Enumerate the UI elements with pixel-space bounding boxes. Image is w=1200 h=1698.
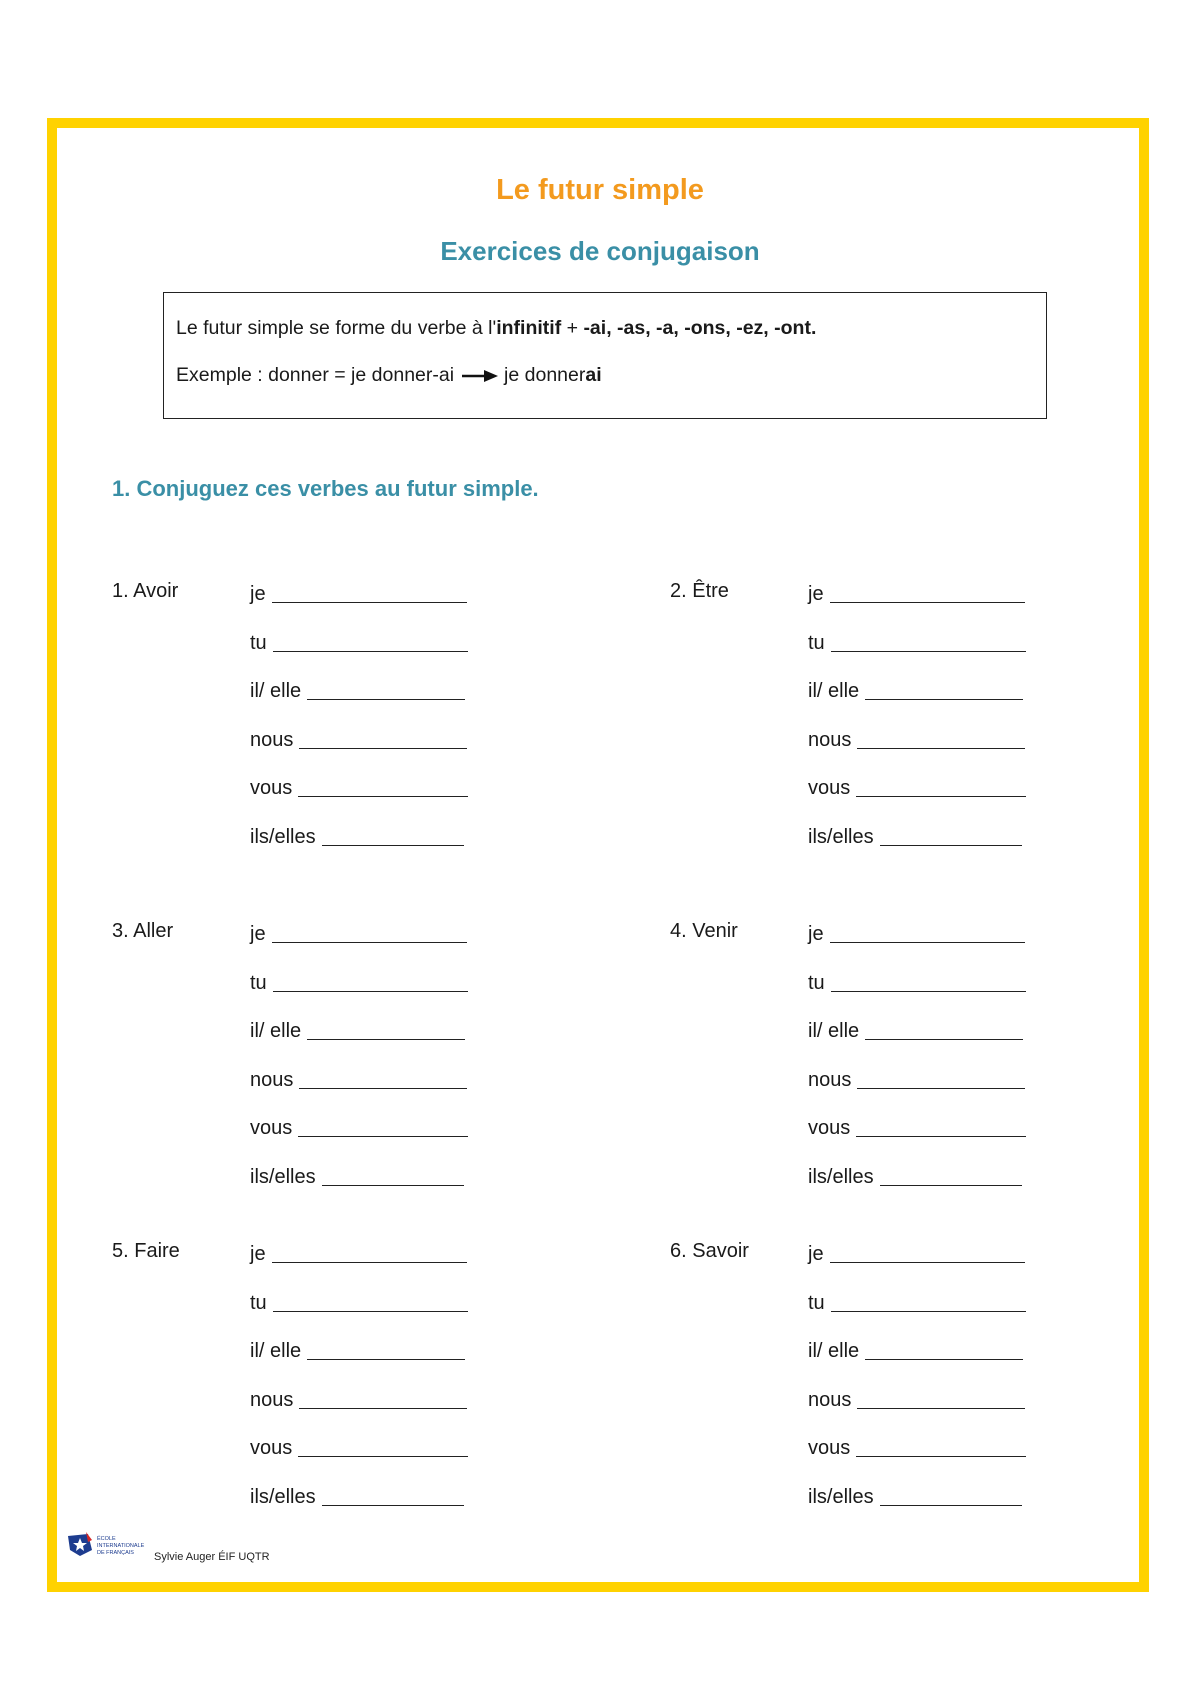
conjugation-row: [250, 580, 467, 606]
conjugation-row: [808, 629, 1026, 655]
pronoun-label: nous: [250, 728, 294, 751]
conjugation-row: [808, 1114, 1026, 1140]
pronoun-label: ils/elles: [250, 825, 316, 848]
conjugation-row: [808, 1483, 1022, 1509]
pronoun-label: je: [808, 1243, 824, 1265]
verb-label: 1. Avoir: [112, 580, 179, 602]
verb-label: 3. Aller: [112, 920, 174, 942]
answer-blank[interactable]: [856, 1456, 1026, 1457]
pronoun-label: il/ elle: [808, 1020, 860, 1042]
conjugation-row: [250, 1434, 468, 1460]
rule-text: Le futur simple se forme du verbe à l': [176, 317, 497, 339]
conjugation-row: [808, 1386, 1025, 1412]
answer-blank[interactable]: [273, 1311, 468, 1312]
answer-blank[interactable]: [880, 1505, 1022, 1506]
conjugation-row: [808, 920, 1025, 946]
pronoun-label: il/ elle: [808, 1340, 860, 1362]
logo-text-line: INTERNATIONALE: [97, 1543, 145, 1549]
pronoun-label: nous: [250, 1068, 294, 1091]
rule-endings: -ai, -as, -a, -ons, -ez, -ont.: [583, 317, 817, 339]
answer-blank[interactable]: [272, 1262, 467, 1263]
answer-blank[interactable]: [322, 845, 464, 846]
pronoun-label: je: [808, 583, 824, 605]
conjugation-row: [250, 774, 468, 800]
answer-blank[interactable]: [272, 602, 467, 603]
answer-blank[interactable]: [831, 651, 1026, 652]
pronoun-label: vous: [250, 1117, 293, 1139]
conjugation-row: [808, 969, 1026, 995]
school-logo-icon: [66, 1530, 148, 1560]
answer-blank[interactable]: [880, 1185, 1022, 1186]
conjugation-row: [808, 677, 1023, 703]
answer-blank[interactable]: [856, 1136, 1026, 1137]
pronoun-label: ils/elles: [808, 1165, 874, 1188]
conjugation-row: [808, 1240, 1025, 1266]
answer-blank[interactable]: [880, 845, 1022, 846]
pronoun-label: tu: [250, 1291, 267, 1314]
conjugation-row: [250, 823, 464, 849]
answer-blank[interactable]: [830, 1262, 1025, 1263]
pronoun-label: vous: [250, 1437, 293, 1459]
page-title: Le futur simple: [496, 174, 704, 206]
conjugation-row: [250, 1386, 467, 1412]
verb-label: 2. Être: [670, 580, 729, 602]
answer-blank[interactable]: [307, 1359, 465, 1360]
answer-blank[interactable]: [273, 651, 468, 652]
answer-blank[interactable]: [273, 991, 468, 992]
pronoun-label: vous: [808, 1437, 851, 1459]
answer-blank[interactable]: [299, 1408, 467, 1409]
answer-blank[interactable]: [298, 796, 468, 797]
pronoun-label: tu: [250, 631, 267, 654]
pronoun-label: vous: [250, 777, 293, 799]
conjugation-row: [250, 629, 468, 655]
example-text: Exemple : donner = je donner-ai: [176, 364, 455, 386]
pronoun-label: je: [250, 583, 266, 605]
pronoun-label: ils/elles: [808, 825, 874, 848]
answer-blank[interactable]: [299, 748, 467, 749]
logo-text-line: ÉCOLE: [97, 1536, 116, 1542]
pronoun-label: il/ elle: [808, 680, 860, 702]
conjugation-row: [250, 1483, 464, 1509]
pronoun-label: ils/elles: [250, 1165, 316, 1188]
conjugation-row: [250, 1289, 468, 1315]
logo-text-line: DE FRANÇAIS: [97, 1550, 134, 1556]
answer-blank[interactable]: [865, 1359, 1023, 1360]
verb-label: 4. Venir: [670, 920, 738, 942]
pronoun-label: tu: [808, 631, 825, 654]
pronoun-label: je: [250, 923, 266, 945]
answer-blank[interactable]: [857, 748, 1025, 749]
conjugation-row: [808, 580, 1025, 606]
author-credit: Sylvie Auger ÉIF UQTR: [154, 1551, 270, 1563]
answer-blank[interactable]: [857, 1408, 1025, 1409]
conjugation-row: [250, 1114, 468, 1140]
pronoun-label: vous: [808, 1117, 851, 1139]
conjugation-row: [250, 726, 467, 752]
answer-blank[interactable]: [307, 699, 465, 700]
conjugation-row: [808, 1289, 1026, 1315]
pronoun-label: nous: [808, 728, 852, 751]
exercise-instruction: 1. Conjuguez ces verbes au futur simple.: [112, 476, 539, 501]
pronoun-label: nous: [808, 1068, 852, 1091]
conjugation-row: [808, 1337, 1023, 1363]
page-subtitle: Exercices de conjugaison: [440, 236, 760, 266]
rule-infinitif: infinitif: [496, 317, 562, 339]
answer-blank[interactable]: [298, 1456, 468, 1457]
conjugation-row: [250, 1337, 465, 1363]
verb-label: 5. Faire: [112, 1240, 180, 1262]
answer-blank[interactable]: [830, 602, 1025, 603]
pronoun-label: je: [808, 923, 824, 945]
answer-blank[interactable]: [307, 1039, 465, 1040]
answer-blank[interactable]: [298, 1136, 468, 1137]
conjugation-row: [250, 1163, 464, 1189]
conjugation-row: [808, 1434, 1026, 1460]
arrow-right-icon: [462, 369, 498, 383]
answer-blank[interactable]: [831, 1311, 1026, 1312]
answer-blank[interactable]: [322, 1505, 464, 1506]
pronoun-label: il/ elle: [250, 1340, 302, 1362]
answer-blank[interactable]: [831, 991, 1026, 992]
conjugation-row: [808, 726, 1025, 752]
conjugation-row: [250, 677, 465, 703]
example-ending: ai: [585, 364, 602, 386]
pronoun-label: il/ elle: [250, 1020, 302, 1042]
rule-example: [176, 364, 1034, 387]
conjugation-row: [250, 1066, 467, 1092]
answer-blank[interactable]: [856, 796, 1026, 797]
pronoun-label: il/ elle: [250, 680, 302, 702]
rule-plus: +: [561, 317, 584, 339]
answer-blank[interactable]: [299, 1088, 467, 1089]
answer-blank[interactable]: [865, 699, 1023, 700]
conjugation-row: [808, 1163, 1022, 1189]
conjugation-row: [250, 920, 467, 946]
verb-label: 6. Savoir: [670, 1240, 749, 1262]
answer-blank[interactable]: [857, 1088, 1025, 1089]
example-result: je donner: [504, 364, 586, 386]
conjugation-row: [808, 823, 1022, 849]
conjugation-row: [250, 1240, 467, 1266]
answer-blank[interactable]: [830, 942, 1025, 943]
pronoun-label: tu: [808, 1291, 825, 1314]
answer-blank[interactable]: [272, 942, 467, 943]
conjugation-row: [808, 1017, 1023, 1043]
rule-formation: [176, 317, 1034, 340]
answer-blank[interactable]: [322, 1185, 464, 1186]
rule-box: [163, 292, 1047, 419]
conjugation-row: [250, 1017, 465, 1043]
pronoun-label: ils/elles: [250, 1485, 316, 1508]
pronoun-label: nous: [250, 1388, 294, 1411]
pronoun-label: tu: [808, 971, 825, 994]
conjugation-row: [808, 774, 1026, 800]
pronoun-label: je: [250, 1243, 266, 1265]
pronoun-label: tu: [250, 971, 267, 994]
answer-blank[interactable]: [865, 1039, 1023, 1040]
pronoun-label: vous: [808, 777, 851, 799]
pronoun-label: ils/elles: [808, 1485, 874, 1508]
pronoun-label: nous: [808, 1388, 852, 1411]
conjugation-row: [250, 969, 468, 995]
conjugation-row: [808, 1066, 1025, 1092]
